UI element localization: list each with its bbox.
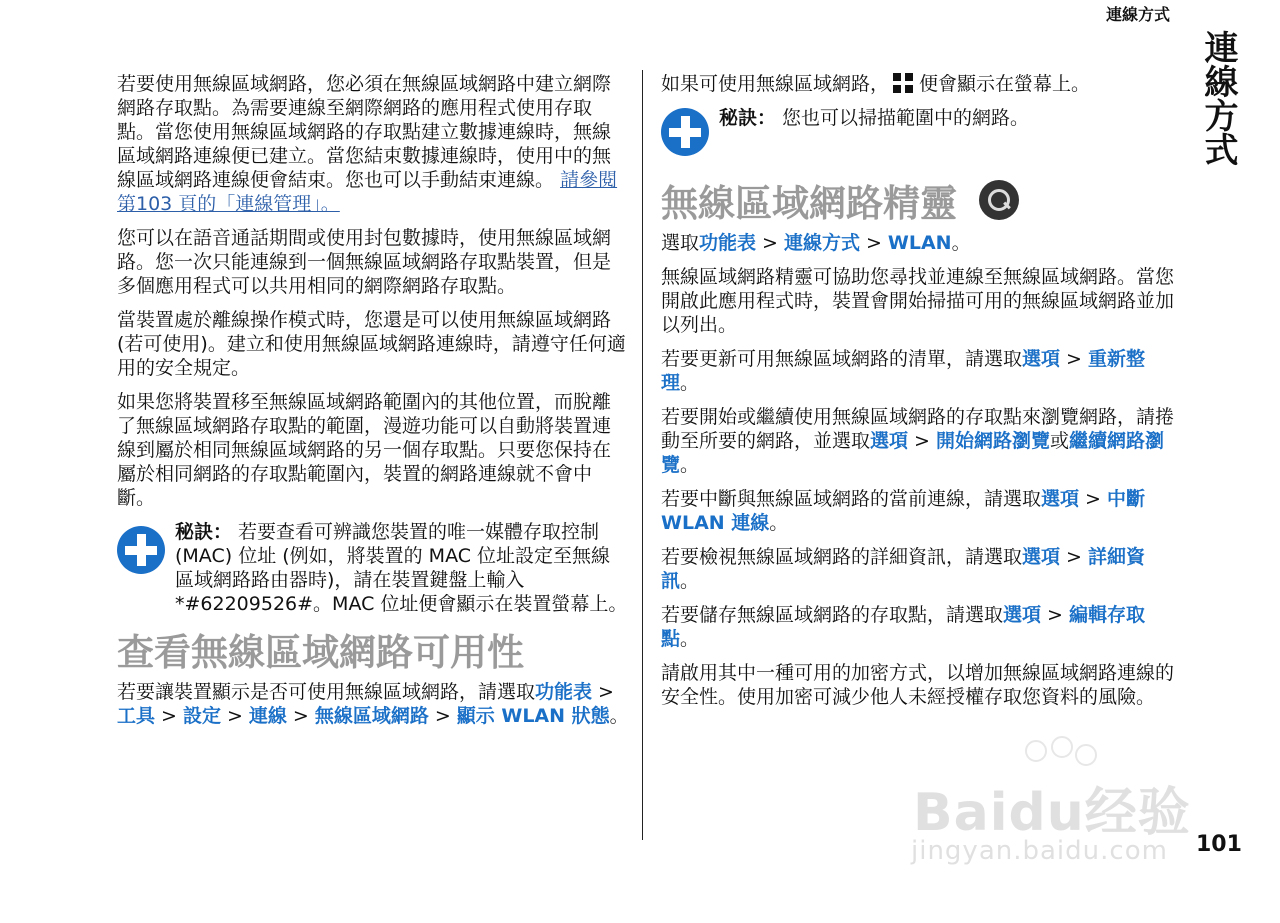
menu-path-item: 選項 [870,430,909,452]
menu-path-item: 選項 [1022,348,1061,370]
menu-path-item: 詳細資訊 [661,546,1145,592]
menu-path-item: 選項 [1022,546,1061,568]
save-paragraph: 若要儲存無線區域網路的存取點，請選取選項 > 編輯存取點。 [661,604,1145,650]
tip-plus-icon [117,526,165,574]
left-column [117,72,629,738]
menu-path-item: 功能表 [699,232,757,254]
disconnect-paragraph: 若要中斷與無線區域網路的當前連線，請選取選項 > 中斷 WLAN 連線。 [661,488,1145,534]
menu-path-item: 顯示 WLAN 狀態 [456,705,610,727]
intro-paragraph: 若要使用無線區域網路，您必須在無線區域網路中建立網際網路存取點。為需要連線至網際網路的應用程式使用存取點。當您使用無線區域網路的存取點建立數據連線時，無線區域網路連線便已建立。當您結束數據連線時，使用中的無線區域網路連線便會結束。您也可以手動結束連線。 請參閱 第103 頁的「連線管理」。 [117,73,618,215]
baidu-watermark [905,736,1205,876]
menu-path-item: 功能表 [535,681,593,703]
tip-text: 若要查看可辨識您裝置的唯一媒體存取控制 (MAC) 位址 (例如，將裝置的 MAC 位址設定至無線區域網路路由器時)，請在裝置鍵盤上輸入 *#62209526#。MAC 位址便會顯示在裝置螢幕上。 [175,521,628,615]
wlan-wizard-icon [979,180,1019,220]
watermark-main: Baidu经验 [913,783,1191,843]
offline-mode-paragraph: 當裝置處於離線操作模式時，您還是可以使用無線區域網路 (若可使用)。建立和使用無線區域網路連線時，請遵守任何適用的安全規定。 [117,309,626,379]
menu-path-item: 工具 [117,705,156,727]
watermark-url: jingyan.baidu.com [911,836,1168,866]
menu-path-item: 無線區域網路 [314,705,429,727]
chapter-side-tab: 連線方式 [1198,30,1238,166]
menu-path-item: 編輯存取點 [661,604,1145,650]
tip-text: 您也可以掃描範圍中的網路。 [776,107,1030,129]
connection-manager-link[interactable]: 請參閱 第103 頁的「連線管理」。 [117,169,618,215]
scan-tip [661,106,1176,162]
details-paragraph: 若要檢視無線區域網路的詳細資訊，請選取選項 > 詳細資訊。 [661,546,1145,592]
tip-label: 秘訣： [175,521,233,543]
availability-paragraph: 若要讓裝置顯示是否可使用無線區域網路，請選取功能表 >工具 > 設定 > 連線 > 無線區域網路 > 顯示 WLAN 狀態。 [117,681,629,727]
menu-path-item: 開始網路瀏覽 [935,430,1050,452]
roaming-paragraph: 如果您將裝置移至無線區域網路範圍內的其他位置，而脫離了無線區域網路存取點的範圍，漫遊功能可以自動將裝置連線到屬於相同無線區域網路的另一個存取點。只要您保持在屬於相同網路的存取點範圍內，裝置的網路連線就不會中斷。 [117,391,612,509]
menu-path-item: 設定 [182,705,221,727]
right-column [661,72,1176,719]
wizard-heading: 無線區域網路精靈 [661,180,1176,227]
browse-paragraph: 若要開始或繼續使用無線區域網路的存取點來瀏覽網路，請捲動至所要的網路，並選取選項 > 開始網路瀏覽或繼續網路瀏覽。 [661,406,1175,476]
menu-path-item: 連線方式 [783,232,860,254]
refresh-paragraph: 若要更新可用無線區域網路的清單，請選取選項 > 重新整理。 [661,348,1145,394]
menu-path-item: 中斷 WLAN 連線 [661,488,1145,534]
menu-path-item: 選項 [1041,488,1080,510]
availability-heading: 查看無線區域網路可用性 [117,631,524,674]
tip-plus-icon [661,108,709,156]
tip-label: 秘訣： [719,107,777,129]
wizard-intro-paragraph: 無線區域網路精靈可協助您尋找並連線至無線區域網路。當您開啟此應用程式時，裝置會開始掃描可用的無線區域網路並加以列出。 [661,266,1175,336]
call-usage-paragraph: 您可以在語音通話期間或使用封包數據時，使用無線區域網路。您一次只能連線到一個無線區域網路存取點裝置，但是多個應用程式可以共用相同的網際網路存取點。 [117,227,612,297]
column-divider [642,70,643,840]
menu-path-item: 重新整理 [661,348,1145,394]
menu-path-item: 連線 [248,705,287,727]
menu-path-item: WLAN [887,232,952,254]
menu-path-item: 選項 [1003,604,1042,626]
running-header: 連線方式 [1105,5,1170,24]
wizard-path-paragraph: 選取功能表 > 連線方式 > WLAN。 [661,232,971,254]
menu-path-item: 繼續網路瀏覽 [661,430,1164,476]
wlan-available-icon [893,73,913,93]
encryption-paragraph: 請啟用其中一種可用的加密方式，以增加無線區域網路連線的安全性。使用加密可減少他人未經授權存取您資料的風險。 [661,662,1175,708]
page-number: 101 [1196,832,1242,857]
mac-address-tip [117,520,629,616]
availability-shown-paragraph: 如果可使用無線區域網路， 便會顯示在螢幕上。 [661,73,1091,95]
